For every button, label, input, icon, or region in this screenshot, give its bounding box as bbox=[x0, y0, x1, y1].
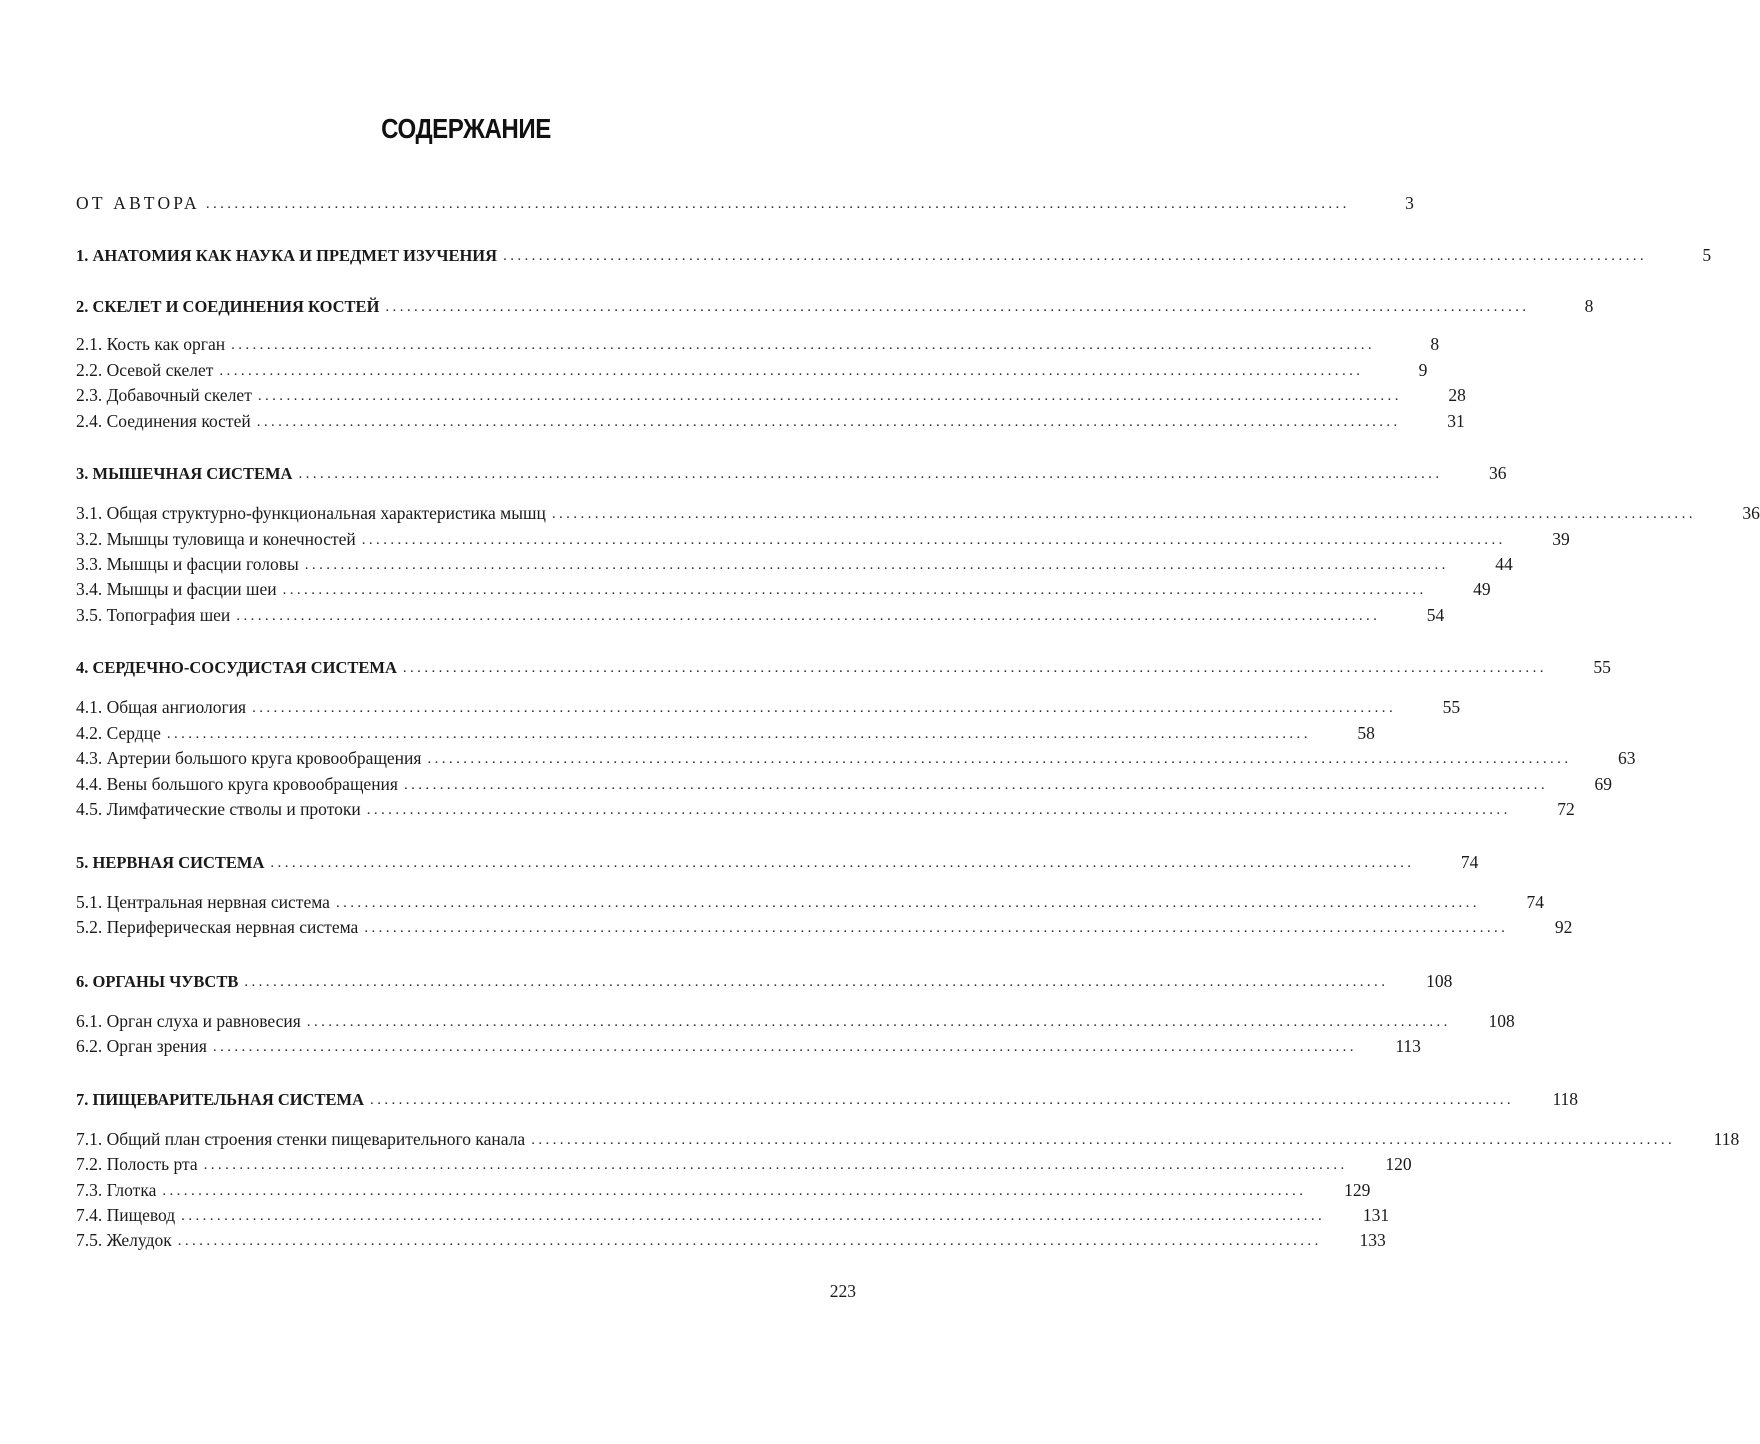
toc-entry-page-number: 74 bbox=[1460, 852, 1479, 872]
dot-leader: ................................................................................................................................................................ bbox=[402, 660, 1547, 676]
book-page bbox=[76, 0, 1760, 1444]
toc-entry-title: 4.1. Общая ангиология bbox=[76, 697, 247, 717]
toc-entry-page-number: 8 bbox=[1430, 334, 1440, 354]
dot-leader: ................................................................................................................................................................ bbox=[256, 414, 1401, 430]
dot-leader: ................................................................................................................................................................ bbox=[427, 751, 1572, 767]
toc-entry-page-number: 108 bbox=[1488, 1011, 1515, 1031]
toc-subsection-entry[interactable] bbox=[76, 746, 1636, 770]
toc-subsection-entry[interactable] bbox=[76, 527, 1570, 551]
toc-subsection-entry[interactable] bbox=[76, 1009, 1515, 1033]
toc-entry-title: 7.2. Полость рта bbox=[76, 1154, 198, 1174]
toc-subsection-entry[interactable] bbox=[76, 603, 1445, 627]
dot-leader: ................................................................................................................................................................ bbox=[385, 299, 1530, 315]
toc-subsection-entry[interactable] bbox=[76, 915, 1573, 939]
dot-leader: ................................................................................................................................................................ bbox=[364, 920, 1509, 936]
toc-entry-page-number: 118 bbox=[1552, 1089, 1579, 1109]
toc-chapter-entry[interactable] bbox=[76, 243, 1712, 267]
dot-leader: ................................................................................................................................................................ bbox=[181, 1208, 1326, 1224]
toc-entry-page-number: 129 bbox=[1344, 1180, 1371, 1200]
dot-leader: ................................................................................................................................................................ bbox=[370, 1092, 1515, 1108]
toc-subsection-entry[interactable] bbox=[76, 332, 1440, 356]
toc-entry-page-number: 36 bbox=[1488, 463, 1507, 483]
dot-leader: ................................................................................................................................................................ bbox=[366, 802, 1511, 818]
dot-leader: ................................................................................................................................................................ bbox=[298, 466, 1443, 482]
toc-entry-title: 5.2. Периферическая нервная система bbox=[76, 917, 359, 937]
toc-entry-title: 2.1. Кость как орган bbox=[76, 334, 226, 354]
toc-entry-page-number: 113 bbox=[1395, 1036, 1421, 1056]
toc-entry-title: 3.3. Мышцы и фасции головы bbox=[76, 554, 299, 574]
toc-subsection-entry[interactable] bbox=[76, 383, 1466, 407]
toc-subsection-entry[interactable] bbox=[76, 1203, 1390, 1227]
toc-entry-title: 6.1. Орган слуха и равновесия bbox=[76, 1011, 301, 1031]
toc-entry-page-number: 49 bbox=[1473, 579, 1491, 599]
toc-entry-page-number: 3 bbox=[1405, 193, 1414, 213]
toc-entry-page-number: 133 bbox=[1359, 1230, 1386, 1250]
toc-entry-title: 4.3. Артерии большого круга кровообращения bbox=[76, 748, 422, 768]
dot-leader: ................................................................................................................................................................ bbox=[212, 1039, 1357, 1055]
toc-entry-page-number: 92 bbox=[1554, 917, 1573, 937]
dot-leader: ................................................................................................................................................................ bbox=[282, 582, 1427, 598]
toc-entry-page-number: 55 bbox=[1442, 697, 1461, 717]
toc-subsection-entry[interactable] bbox=[76, 695, 1461, 719]
toc-entry-page-number: 72 bbox=[1557, 799, 1575, 819]
toc-entry-page-number: 69 bbox=[1594, 774, 1612, 794]
page-title: СОДЕРЖАНИЕ bbox=[381, 113, 551, 144]
toc-subsection-entry[interactable] bbox=[76, 721, 1375, 745]
dot-leader: ................................................................................................................................................................ bbox=[252, 700, 1397, 716]
toc-entry-page-number: 118 bbox=[1713, 1129, 1740, 1149]
page-number: 223 bbox=[829, 1281, 856, 1301]
toc-subsection-entry[interactable] bbox=[76, 797, 1575, 821]
dot-leader: ................................................................................................................................................................ bbox=[304, 557, 1449, 573]
toc-chapter-entry[interactable] bbox=[76, 655, 1611, 679]
toc-entry-title: 4.4. Вены большого круга кровообращения bbox=[76, 774, 398, 794]
toc-entry-title: 5. НЕРВНАЯ СИСТЕМА bbox=[76, 853, 265, 872]
toc-entry-page-number: 54 bbox=[1426, 605, 1445, 625]
dot-leader: ................................................................................................................................................................ bbox=[205, 196, 1350, 212]
dot-leader: ................................................................................................................................................................ bbox=[335, 895, 1480, 911]
toc-entry-title: 3.5. Топография шеи bbox=[76, 605, 231, 625]
toc-entry-page-number: 39 bbox=[1552, 529, 1570, 549]
toc-entry-title: 2.3. Добавочный скелет bbox=[76, 385, 252, 405]
dot-leader: ................................................................................................................................................................ bbox=[162, 1183, 1307, 1199]
toc-entry-page-number: 5 bbox=[1702, 245, 1712, 265]
toc-entry-page-number: 28 bbox=[1448, 385, 1466, 405]
dot-leader: ................................................................................................................................................................ bbox=[270, 855, 1415, 871]
toc-subsection-entry[interactable] bbox=[76, 1178, 1371, 1202]
toc-entry-title: 6. ОРГАНЫ ЧУВСТВ bbox=[76, 972, 239, 991]
toc-subsection-entry[interactable] bbox=[76, 1152, 1412, 1176]
toc-entry-title: 7.1. Общий план строения стенки пищеварительного канала bbox=[76, 1129, 526, 1149]
toc-subsection-entry[interactable] bbox=[76, 1127, 1740, 1151]
toc-entry-title: ОТ АВТОРА bbox=[76, 193, 200, 213]
toc-subsection-entry[interactable] bbox=[76, 552, 1513, 576]
toc-entry-page-number: 131 bbox=[1362, 1205, 1390, 1225]
toc-entry-page-number: 108 bbox=[1426, 971, 1453, 991]
dot-leader: ................................................................................................................................................................ bbox=[231, 337, 1376, 353]
dot-leader: ................................................................................................................................................................ bbox=[361, 532, 1506, 548]
toc-subsection-entry[interactable] bbox=[76, 1034, 1421, 1058]
toc-subsection-entry[interactable] bbox=[76, 890, 1544, 914]
dot-leader: ................................................................................................................................................................ bbox=[203, 1157, 1348, 1173]
toc-entry-title: 7.3. Глотка bbox=[76, 1180, 157, 1200]
toc-entry-title: 3. МЫШЕЧНАЯ СИСТЕМА bbox=[76, 464, 293, 483]
dot-leader: ................................................................................................................................................................ bbox=[166, 726, 1311, 742]
dot-leader: ................................................................................................................................................................ bbox=[219, 363, 1364, 379]
toc-entry-title: 3.2. Мышцы туловища и конечностей bbox=[76, 529, 356, 549]
toc-entry-title: 4.2. Сердце bbox=[76, 723, 161, 743]
toc-entry-page-number: 120 bbox=[1385, 1154, 1412, 1174]
toc-chapter-entry[interactable] bbox=[76, 191, 1414, 215]
toc-subsection-entry[interactable] bbox=[76, 358, 1428, 382]
toc-entry-title: 4. СЕРДЕЧНО-СОСУДИСТАЯ СИСТЕМА bbox=[76, 658, 397, 677]
toc-subsection-entry[interactable] bbox=[76, 501, 1760, 525]
toc-entry-page-number: 9 bbox=[1418, 360, 1428, 380]
toc-entry-page-number: 63 bbox=[1617, 748, 1636, 768]
toc-entry-page-number: 58 bbox=[1357, 723, 1375, 743]
toc-chapter-entry[interactable] bbox=[76, 461, 1507, 485]
dot-leader: ................................................................................................................................................................ bbox=[236, 608, 1381, 624]
toc-subsection-entry[interactable] bbox=[76, 577, 1491, 601]
dot-leader: ................................................................................................................................................................ bbox=[306, 1014, 1451, 1030]
toc-entry-page-number: 36 bbox=[1742, 503, 1760, 523]
dot-leader: ................................................................................................................................................................ bbox=[503, 248, 1648, 264]
toc-entry-title: 6.2. Орган зрения bbox=[76, 1036, 207, 1056]
toc-entry-page-number: 31 bbox=[1447, 411, 1465, 431]
dot-leader: ................................................................................................................................................................ bbox=[551, 506, 1696, 522]
toc-chapter-entry[interactable] bbox=[76, 294, 1594, 318]
toc-entry-title: 7. ПИЩЕВАРИТЕЛЬНАЯ СИСТЕМА bbox=[76, 1090, 365, 1109]
toc-entry-title: 3.1. Общая структурно-функциональная характеристика мышц bbox=[76, 503, 546, 523]
toc-entry-page-number: 74 bbox=[1526, 892, 1544, 912]
dot-leader: ................................................................................................................................................................ bbox=[531, 1132, 1676, 1148]
dot-leader: ................................................................................................................................................................ bbox=[257, 388, 1402, 404]
toc-chapter-entry[interactable] bbox=[76, 969, 1453, 993]
toc-entry-title: 2. СКЕЛЕТ И СОЕДИНЕНИЯ КОСТЕЙ bbox=[76, 297, 380, 316]
toc-subsection-entry[interactable] bbox=[76, 409, 1465, 433]
toc-subsection-entry[interactable] bbox=[76, 772, 1612, 796]
toc-entry-title: 2.4. Соединения костей bbox=[76, 411, 251, 431]
toc-entry-page-number: 55 bbox=[1593, 657, 1611, 677]
toc-entry-title: 3.4. Мышцы и фасции шеи bbox=[76, 579, 277, 599]
dot-leader: ................................................................................................................................................................ bbox=[244, 974, 1389, 990]
toc-chapter-entry[interactable] bbox=[76, 850, 1479, 874]
toc-entry-title: 7.4. Пищевод bbox=[76, 1205, 176, 1225]
toc-entry-page-number: 44 bbox=[1495, 554, 1513, 574]
toc-entry-title: 1. АНАТОМИЯ КАК НАУКА И ПРЕДМЕТ ИЗУЧЕНИЯ bbox=[76, 246, 498, 265]
toc-chapter-entry[interactable] bbox=[76, 1087, 1579, 1111]
toc-subsection-entry[interactable] bbox=[76, 1228, 1386, 1252]
toc-entry-title: 5.1. Центральная нервная система bbox=[76, 892, 330, 912]
toc-entry-title: 4.5. Лимфатические стволы и протоки bbox=[76, 799, 361, 819]
toc-entry-page-number: 8 bbox=[1584, 296, 1594, 316]
toc-entry-title: 2.2. Осевой скелет bbox=[76, 360, 214, 380]
dot-leader: ................................................................................................................................................................ bbox=[177, 1233, 1322, 1249]
toc-entry-title: 7.5. Желудок bbox=[76, 1230, 172, 1250]
dot-leader: ................................................................................................................................................................ bbox=[403, 777, 1548, 793]
